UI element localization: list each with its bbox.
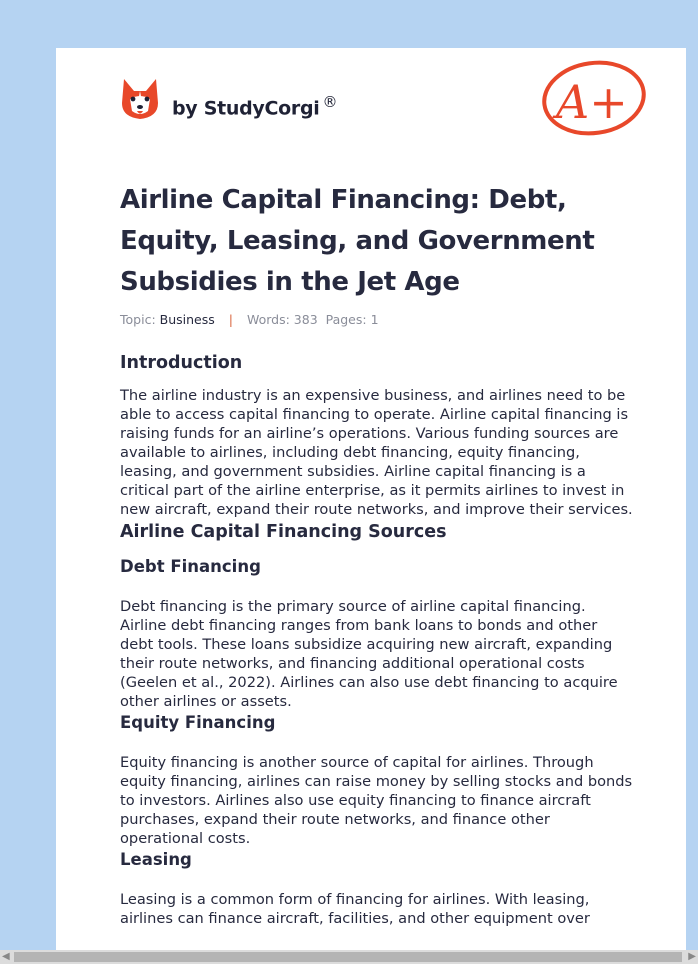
document-page [56, 48, 686, 950]
svg-text:A+: A+ [556, 75, 628, 129]
scroll-right-icon[interactable]: ▶ [688, 951, 696, 962]
debt-paragraph: Debt financing is the primary source of airline capital financing. Airline debt financing ranges from bank loans to bonds and other debt tools. These loans subsidize acquiring new aircraft, expanding their route networks, and financing additional operational costs (Geelen et al., 2022). Airlines can also use debt financing to acquire other airlines or assets. [120, 598, 618, 710]
studycorgi-logo[interactable] [120, 76, 337, 122]
meta-separator: | [228, 312, 233, 327]
sources-heading: Airline Capital Financing Sources [120, 522, 447, 542]
leasing-heading: Leasing [120, 850, 192, 869]
pages-value: 1 [370, 312, 379, 327]
scroll-thumb[interactable] [14, 952, 682, 962]
words-label: Words: [246, 312, 290, 327]
equity-paragraph: Equity financing is another source of capital for airlines. Through equity financing, airlines can raise money by selling stocks and bonds to investors. Airlines also use equity financing to finance aircraft purchases, expand their route networks, and finance other operational costs. [120, 754, 633, 847]
words-value: 383 [293, 312, 318, 327]
topic-label: Topic: [120, 312, 156, 327]
debt-heading: Debt Financing [120, 557, 261, 576]
logo-text: by StudyCorgi ® [172, 92, 338, 120]
document-title: Airline Capital Financing: Debt, Equity, Leasing, and Government Subsidies in the Jet Age [120, 185, 595, 297]
scroll-left-icon[interactable]: ◀ [2, 951, 10, 962]
topic-link[interactable]: Business [159, 312, 215, 327]
horizontal-scrollbar[interactable] [0, 950, 698, 964]
registered-mark: ® [322, 92, 338, 111]
introduction-heading: Introduction [120, 353, 243, 373]
equity-heading: Equity Financing [120, 713, 276, 732]
corgi-logo-icon [120, 77, 160, 121]
document-meta [120, 312, 379, 327]
introduction-paragraph: The airline industry is an expensive business, and airlines need to be able to access capital financing to operate. Airline capital financing is raising funds for an airline’s operations. Various funding sources are available to airlines, including debt financing, equity financing, leasing, and government subsidies. Airline capital financing is a critical part of the airline enterprise, as it permits airlines to invest in new aircraft, expand their route networks, and improve their services. [120, 387, 633, 518]
pages-label: Pages: [325, 312, 367, 327]
a-plus-grade-icon [538, 58, 648, 140]
leasing-paragraph: Leasing is a common form of financing for airlines. With leasing, airlines can finance aircraft, facilities, and other equipment over [120, 891, 590, 927]
document-body [120, 352, 634, 928]
